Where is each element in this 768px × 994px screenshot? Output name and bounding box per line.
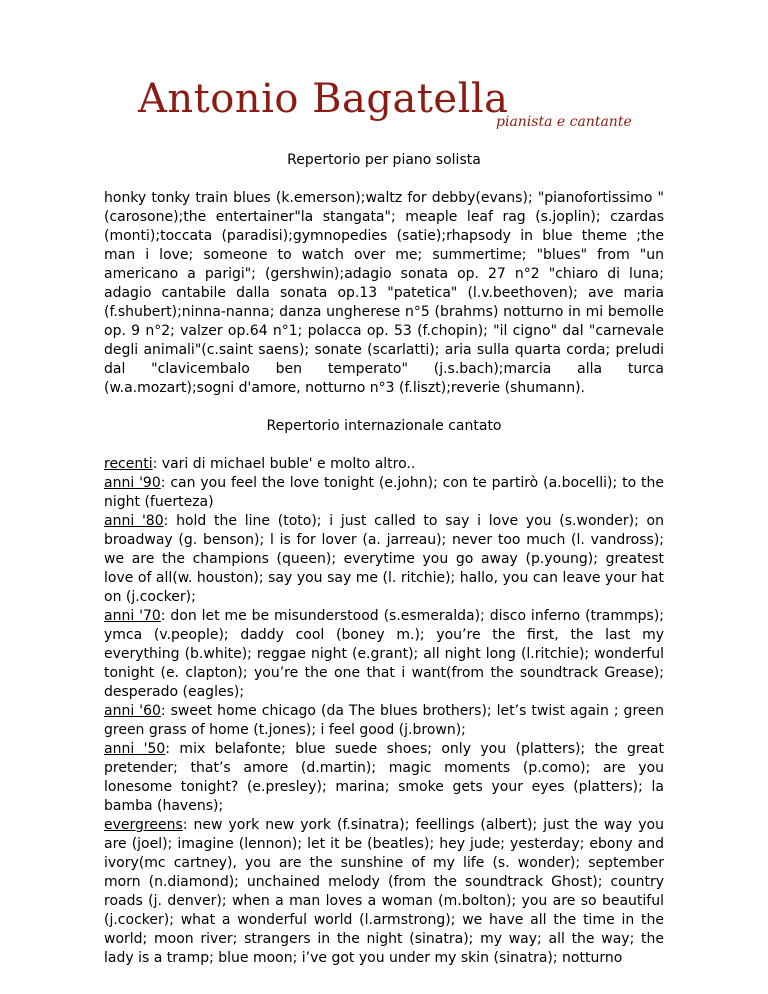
logo-subtitle: pianista e cantante bbox=[496, 114, 632, 130]
logo-name: Antonio Bagatella bbox=[138, 76, 509, 122]
logo bbox=[138, 76, 658, 146]
entry-anni-60 bbox=[104, 702, 664, 740]
entry-label: evergreens bbox=[104, 817, 183, 833]
entry-text: : mix belafonte; blue suede shoes; only you (platters); the great pretender; that’s amore (d.martin); magic moments (p.como); are you lonesome tonight? (e.presley); marina; smoke gets your eyes (platters); la bamba (havens); bbox=[104, 741, 664, 814]
international-heading: Repertorio internazionale cantato bbox=[266, 418, 502, 434]
entry-label: anni '70 bbox=[104, 608, 161, 624]
entry-label: recenti bbox=[104, 456, 153, 472]
piano-heading: Repertorio per piano solista bbox=[287, 152, 481, 168]
entry-label: anni '90 bbox=[104, 475, 161, 491]
entry-label: anni '80 bbox=[104, 513, 164, 529]
entry-recenti bbox=[104, 455, 664, 474]
entry-text: : can you feel the love tonight (e.john); con te partirò (a.bocelli); to the night (fuerteza) bbox=[104, 475, 664, 510]
entry-text: : sweet home chicago (da The blues brothers); let’s twist again ; green green grass of home (t.jones); i feel good (j.brown); bbox=[104, 703, 664, 738]
entry-text: : vari di michael buble' e molto altro.. bbox=[152, 456, 416, 472]
entry-text: : hold the line (toto); i just called to say i love you (s.wonder); on broadway (g. benson); l is for lover (a. jarreau); never too much (l. vandross); we are the champions (queen); everytime you go away (p.young); greatest love of all(w. houston); say you say me (l. ritchie); hallo, you can leave your hat on (j.cocker); bbox=[104, 513, 664, 605]
entry-anni-70 bbox=[104, 607, 664, 702]
entry-label: anni '50 bbox=[104, 741, 166, 757]
entry-anni-50 bbox=[104, 740, 664, 816]
entry-text: : new york new york (f.sinatra); feellings (albert); just the way you are (joel); imagine (lennon); let it be (beatles); hey jude; yesterday; ebony and ivory(mc cartney), you are the sunshine of my life (s. wonder); september morn (n.diamond); unchained melody (from the soundtrack Ghost); country roads (j. denver); when a man loves a woman (m.bolton); you are so beautiful (j.cocker); what a wonderful world (l.armstrong); we have all the time in the world; moon river; strangers in the night (sinatra); my way; all the way; the lady is a tramp; blue moon; i’ve got you under my skin (sinatra); notturno bbox=[104, 817, 664, 966]
document-body bbox=[104, 151, 664, 968]
entry-text: : don let me be misunderstood (s.esmeralda); disco inferno (trammps); ymca (v.people); daddy cool (boney m.); you’re the first, the last my everything (b.white); reggae night (e.grant); all night long (l.ritchie); wonderful tonight (e. clapton); you’re the one that i want(from the soundtrack Grease); desperado (eagles); bbox=[104, 608, 665, 700]
entry-evergreens bbox=[104, 816, 664, 968]
entry-anni-90 bbox=[104, 474, 664, 512]
entry-label: anni '60 bbox=[104, 703, 161, 719]
piano-repertoire: honky tonky train blues (k.emerson);waltz for debby(evans); "pianofortissimo " (carosone);the entertainer"la stangata"; meaple leaf rag (s.joplin); czardas (monti);toccata (paradisi);gymnopedies (satie);rhapsody in blue theme ;the man i love; someone to watch over me; summertime; "blues" from "un americano a parigi"; (gershwin);adagio sonata op. 27 n°2 "chiaro di luna; adagio cantabile dalla sonata op.13 "patetica" (l.v.beethoven); ave maria (f.shubert);ninna-nanna; danza ungherese n°5 (brahms) notturno in mi bemolle op. 9 n°2; valzer op.64 n°1; polacca op. 53 (f.chopin); "il cigno" dal "carnevale degli animali"(c.saint saens); sonate (scarlatti); aria sulla quarta corda; preludi dal "clavicembalo ben temperato" (j.s.bach);marcia alla turca (w.a.mozart);sogni d'amore, notturno n°3 (f.liszt);reverie (shumann). bbox=[104, 190, 664, 396]
entry-anni-80 bbox=[104, 512, 664, 607]
